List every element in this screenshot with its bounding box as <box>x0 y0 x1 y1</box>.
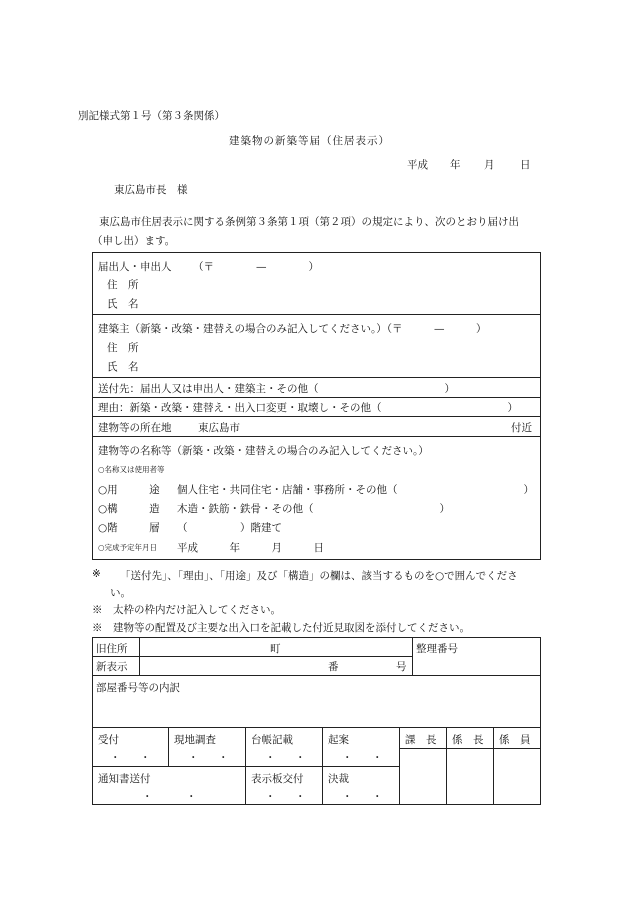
divider <box>92 656 412 657</box>
date-month: 月 <box>484 159 495 171</box>
divider <box>245 727 246 805</box>
use-value[interactable]: 個人住宅・共同住宅・店舗・事務所・その他（ ） <box>177 484 534 496</box>
applicant-postal[interactable]: （〒 — ） <box>193 261 319 273</box>
go-label: 号 <box>396 661 407 673</box>
date-dot: ・ <box>186 791 197 803</box>
note2: ※ 太枠の枠内だけ記入してください。 <box>92 604 281 616</box>
divider <box>92 314 541 315</box>
date-dot: ・ <box>142 791 153 803</box>
divider <box>92 727 541 728</box>
section-chief-label: 課 長 <box>405 734 437 746</box>
notice-sent-label: 通知書送付 <box>98 773 151 785</box>
addressee: 東広島市長 様 <box>114 184 188 196</box>
form-number: 別記様式第１号（第３条関係） <box>78 110 225 122</box>
date-dot: ・ <box>188 752 199 764</box>
floors-label: ○階 層 <box>98 522 160 534</box>
survey-label: 現地調査 <box>174 734 216 746</box>
divider <box>92 397 541 398</box>
ledger-label: 台帳記載 <box>251 734 293 746</box>
date-era: 平成 <box>407 159 428 171</box>
date-dot: ・ <box>140 752 151 764</box>
date-year: 年 <box>450 159 461 171</box>
applicant-address-label: 住 所 <box>107 279 139 291</box>
date-dot: ・ <box>265 752 276 764</box>
building-heading: 建物等の名称等（新築・改築・建替えの場合のみ記入してください。） <box>98 445 429 457</box>
old-address-label: 旧住所 <box>96 643 128 655</box>
divider <box>92 675 541 676</box>
new-display-label: 新表示 <box>96 661 128 673</box>
date-dot: ・ <box>110 752 121 764</box>
staff-label: 係 員 <box>499 734 531 746</box>
received-label: 受付 <box>98 734 119 746</box>
divider <box>168 727 169 766</box>
owner-name-label: 氏 名 <box>107 361 139 373</box>
reason-row[interactable]: 理由：新築・改築・建替え・出入口変更・取壊し・その他（ ） <box>98 402 518 414</box>
date-dot: ・ <box>372 752 383 764</box>
date-dot: ・ <box>342 752 353 764</box>
divider <box>322 727 323 805</box>
note1-line1: 「送付先」、「理由」、「用途」及び「構造」の欄は、該当するものを○で囲んでくださ <box>120 570 518 582</box>
note3: ※ 建物等の配置及び主要な出入口を記載した付近見取図を添付してください。 <box>92 622 470 634</box>
date-day: 日 <box>520 159 531 171</box>
date-dot: ・ <box>218 752 229 764</box>
applicant-label: 届出人・申出人 <box>98 261 172 273</box>
office-use-table <box>92 637 541 805</box>
send-to-row[interactable]: 送付先：届出人又は申出人・建築主・その他（ ） <box>98 383 455 395</box>
floors-value[interactable]: （ ）階建て <box>177 522 282 534</box>
location-city: 東広島市 <box>198 422 240 434</box>
divider <box>412 637 413 675</box>
applicant-name-label: 氏 名 <box>107 298 139 310</box>
date-dot: ・ <box>342 791 353 803</box>
divider <box>399 748 541 749</box>
page-title: 建築物の新築等届（住居表示） <box>229 135 390 147</box>
note1-line2: い。 <box>110 587 131 599</box>
date-dot: ・ <box>265 791 276 803</box>
location-suffix: 付近 <box>511 422 532 434</box>
completion-label: ○完成予定年月日 <box>98 543 158 552</box>
date-dot: ・ <box>372 791 383 803</box>
building-name-label: ○名称又は使用者等 <box>98 465 165 474</box>
date-dot: ・ <box>295 752 306 764</box>
note1-mark: ※ <box>92 568 101 580</box>
intro-line-1: 東広島市住居表示に関する条例第３条第１項（第２項）の規定により、次のとおり届け出 <box>99 216 519 228</box>
divider <box>446 727 447 805</box>
owner-address-label: 住 所 <box>107 342 139 354</box>
plate-issued-label: 表示板交付 <box>251 773 304 785</box>
draft-label: 起案 <box>328 734 349 746</box>
divider <box>92 416 541 417</box>
ref-no-label: 整理番号 <box>416 643 458 655</box>
divider <box>493 727 494 805</box>
use-label: ○用 途 <box>98 484 160 496</box>
structure-label: ○構 造 <box>98 503 160 515</box>
location-label: 建物等の所在地 <box>98 422 172 434</box>
divider <box>92 377 541 378</box>
decision-label: 決裁 <box>328 773 349 785</box>
structure-value[interactable]: 木造・鉄筋・鉄骨・その他（ ） <box>177 503 450 515</box>
unit-chief-label: 係 長 <box>452 734 484 746</box>
divider <box>92 436 541 437</box>
owner-label: 建築主（新築・改築・建替えの場合のみ記入してください。）（〒 — ） <box>98 323 487 335</box>
ban-label: 番 <box>328 661 339 673</box>
room-breakdown-label: 部屋番号等の内訳 <box>96 682 180 694</box>
completion-value[interactable]: 平成 年 月 日 <box>177 542 324 554</box>
town-label: 町 <box>270 643 281 655</box>
date-dot: ・ <box>295 791 306 803</box>
divider <box>139 637 140 675</box>
intro-line-2: （申し出）ます。 <box>92 235 176 247</box>
divider <box>399 727 400 805</box>
